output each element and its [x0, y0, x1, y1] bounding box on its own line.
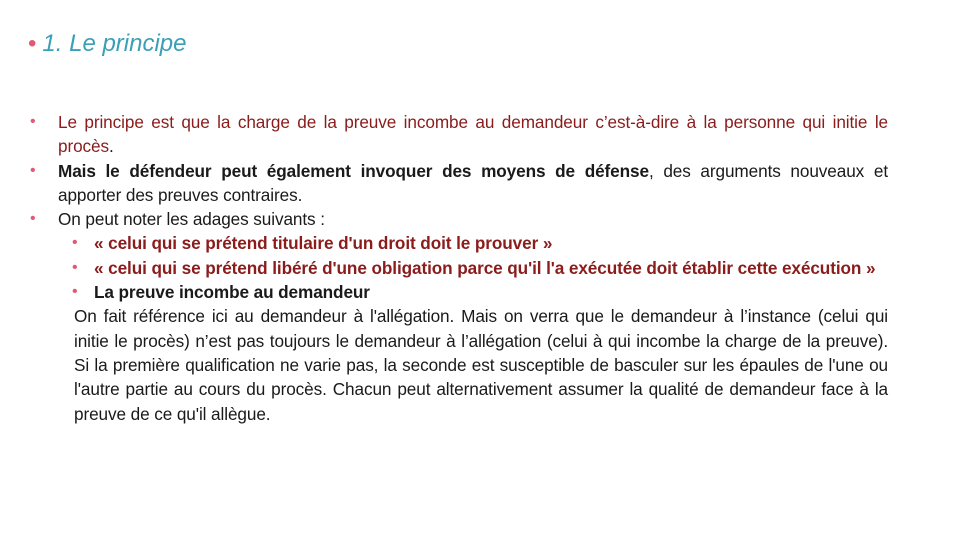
adages-intro-text: On peut noter les adages suivants :: [58, 209, 325, 230]
adage-item: [30, 231, 888, 255]
bullet-icon: •: [30, 210, 36, 228]
bullet-icon: •: [72, 283, 78, 301]
principle-text: Le principe est que la charge de la preuve incombe au demandeur c’est-à-dire à la personne qui initie le procès: [58, 112, 888, 157]
explanation-paragraph: On fait référence ici au demandeur à l'allégation. Mais on verra que le demandeur à l’instance (celui qui initie le procès) n’est pas toujours le demandeur à l’allégation (celui à qui incombe la charge de la preuve). Si la première qualification ne varie pas, la seconde est susceptible de basculer sur les épaules de l'une ou l'autre partie au cours du procès. Chacun peut alternativement assumer la qualité de demandeur face à la preuve de ce qu'il allègue.: [74, 306, 888, 424]
bullet-item-defense: [30, 159, 888, 208]
slide-title-text: 1. Le principe: [42, 30, 187, 57]
bullet-item-principle: [30, 110, 888, 159]
principle-end: .: [109, 136, 114, 157]
adage-item: [30, 256, 888, 280]
defense-bold-text: Mais le défendeur peut également invoquer des moyens de défense: [58, 160, 649, 181]
slide-content: [30, 110, 888, 426]
bullet-icon: •: [28, 30, 37, 57]
adage-text: « celui qui se prétend libéré d'une obligation parce qu'il l'a exécutée doit établir cette exécution »: [94, 257, 876, 278]
bullet-icon: •: [30, 113, 36, 130]
defense-rest-text: , des arguments nouveaux et apporter des preuves contraires.: [58, 160, 889, 205]
adage-item: [30, 280, 888, 304]
slide-title: [28, 30, 187, 58]
adage-text: La preuve incombe au demandeur: [94, 282, 370, 303]
bullet-icon: •: [72, 234, 78, 252]
bullet-icon: •: [72, 258, 78, 276]
bullet-item-adages-intro: [30, 207, 888, 231]
bullet-icon: •: [30, 161, 36, 179]
adage-text: « celui qui se prétend titulaire d'un droit doit le prouver »: [94, 233, 553, 254]
